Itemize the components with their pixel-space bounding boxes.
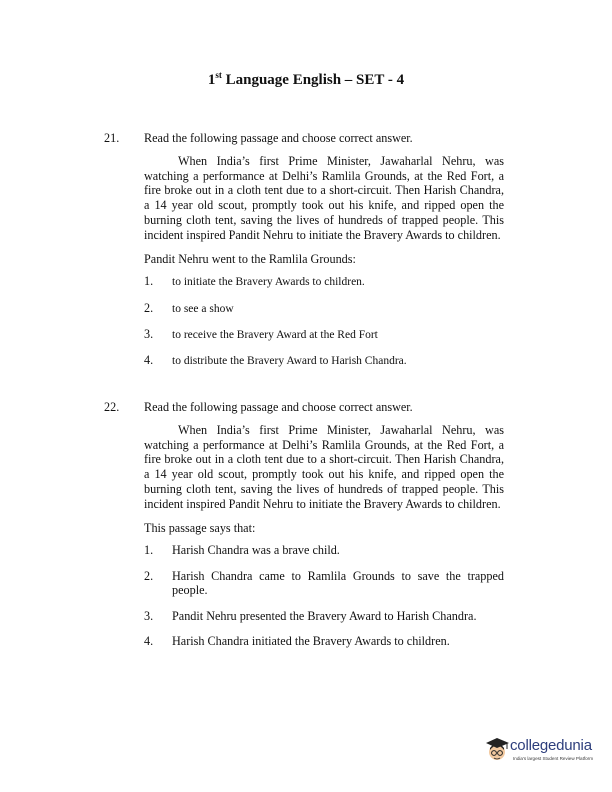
option-item: 1. to initiate the Bravery Awards to children.: [144, 274, 365, 289]
question-prompt: Pandit Nehru went to the Ramlila Grounds:: [144, 251, 356, 266]
option-item: 1. Harish Chandra was a brave child.: [144, 543, 340, 558]
question-22: [104, 400, 504, 659]
page-title: 1st Language English – SET - 4: [207, 70, 405, 88]
logo-wordmark: collegedunia: [510, 737, 592, 754]
option-item: 3. to receive the Bravery Award at the Red Fort: [144, 326, 378, 341]
collegedunia-logo[interactable]: [485, 735, 600, 775]
question-number: 22.: [104, 400, 120, 414]
option-item: 2. to see a show: [144, 300, 234, 315]
logo-tagline: India's largest Student Review Platform: [513, 756, 594, 761]
question-instruction: Read the following passage and choose correct answer.: [144, 400, 413, 414]
option-item: 4. Harish Chandra initiated the Bravery Awards to children.: [144, 634, 450, 649]
question-passage: When India’s first Prime Minister, Jawaharlal Nehru, was watching a performance at Delhi’s Ramlila Grounds, at the Red Fort, a fire broke out in a cloth tent due to a short-circuit. Then Harish Chandra, a 14 year old scout, promptly took out his knife, and ripped open the burning cloth tent, saving the lives of hundreds of trapped people. This incident inspired Pandit Nehru to initiate the Bravery Awards to children.: [144, 153, 504, 242]
question-instruction: Read the following passage and choose correct answer.: [144, 131, 413, 145]
question-passage: When India’s first Prime Minister, Jawaharlal Nehru, was watching a performance at Delhi’s Ramlila Grounds, at the Red Fort, a fire broke out in a cloth tent due to a short-circuit. Then Harish Chandra, a 14 year old scout, promptly took out his knife, and ripped open the burning cloth tent, saving the lives of hundreds of trapped people. This incident inspired Pandit Nehru to initiate the Bravery Awards to children.: [144, 422, 504, 511]
option-list: [144, 543, 504, 648]
option-list: [144, 274, 504, 369]
question-number: 21.: [104, 131, 120, 145]
option-item: 2. Harish Chandra came to Ramlila Grounds to save the trapped people.: [144, 568, 504, 598]
option-item: 4. to distribute the Bravery Award to Harish Chandra.: [144, 353, 407, 368]
graduate-mascot-icon: [485, 735, 511, 765]
option-item: 3. Pandit Nehru presented the Bravery Award to Harish Chandra.: [144, 608, 477, 623]
question-21: [104, 131, 504, 380]
question-prompt: This passage says that:: [144, 520, 256, 535]
